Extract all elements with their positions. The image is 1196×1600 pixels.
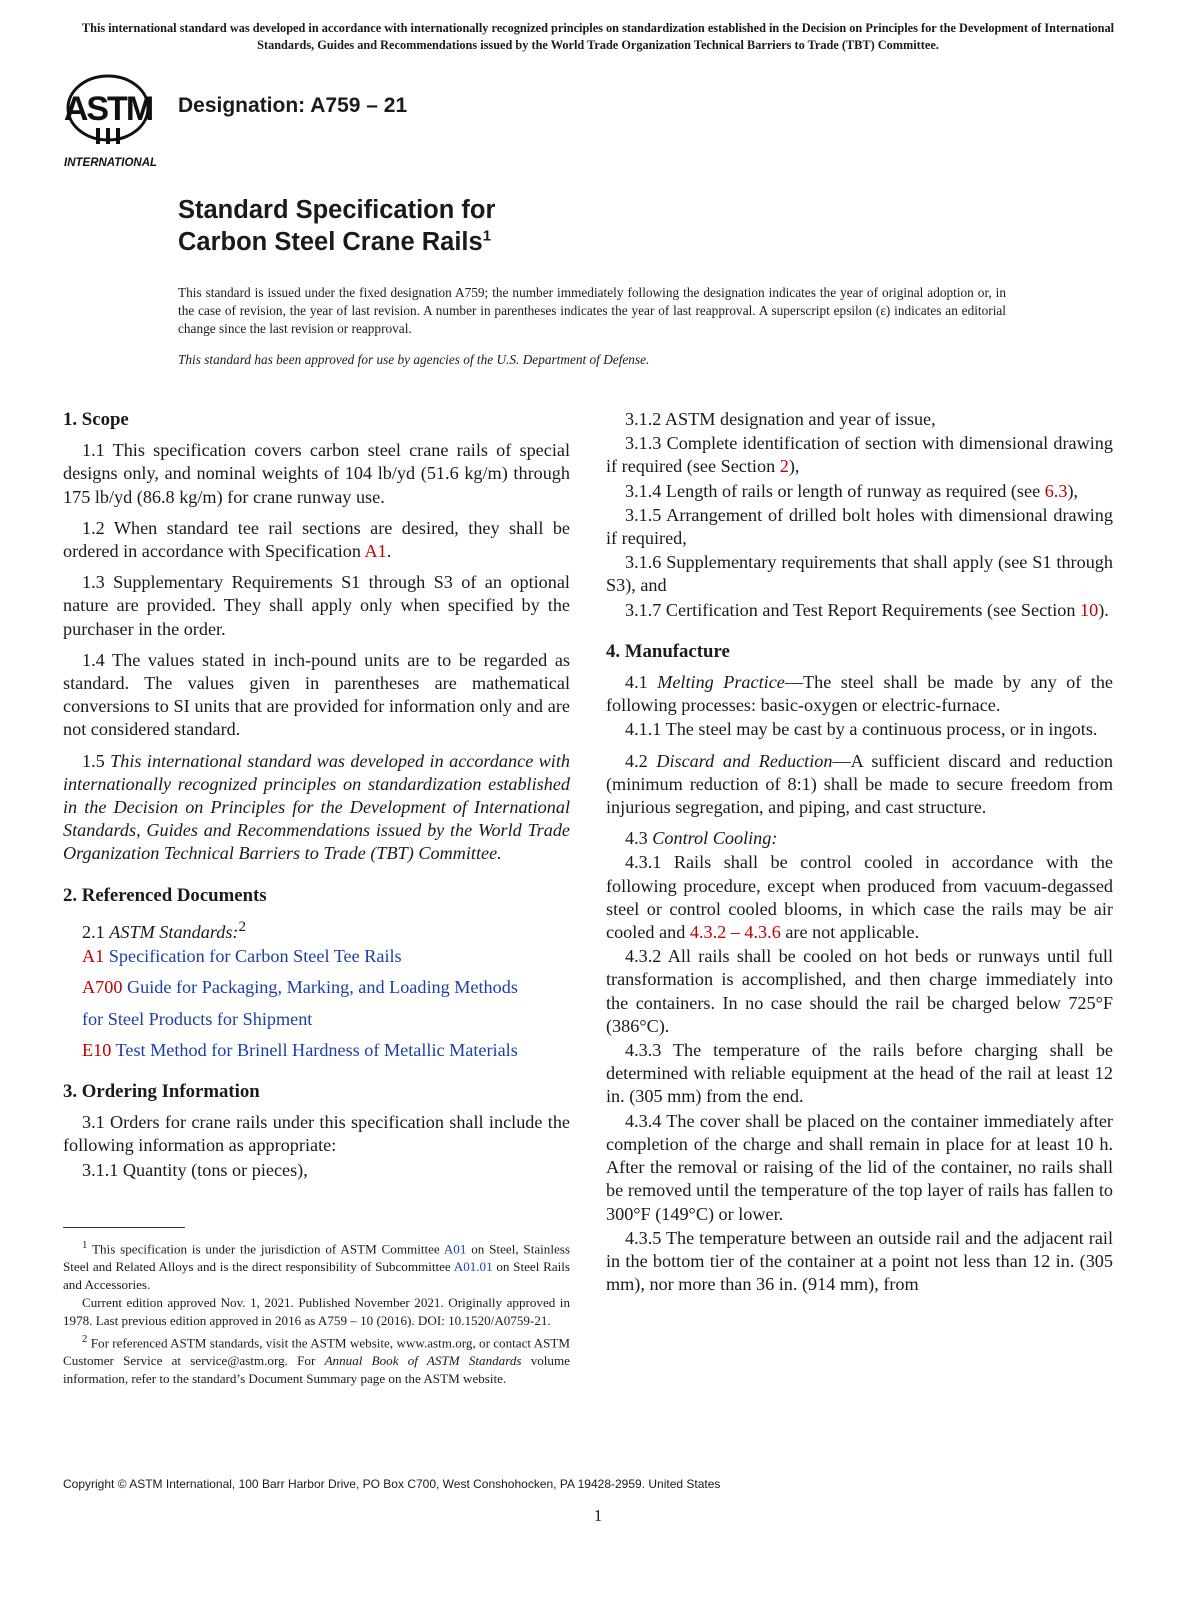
svg-text:INTERNATIONAL: INTERNATIONAL [64,157,158,169]
svg-text:ASTM: ASTM [63,90,153,128]
ref-link-section-10[interactable]: 10 [1080,599,1099,620]
para-4-3-2: 4.3.2 All rails shall be cooled on hot beds or runways until full transformation is accomplished, and then charge immediately into the containers. In no case should the rail be charged below 725°F (386°C). [606,946,1113,1036]
document-title [178,194,495,258]
para-3-1-7: 3.1.7 Certification and Test Report Requirements (see Section 10). [625,599,1109,620]
section-heading-manufacture: 4. Manufacture [606,640,730,662]
subcommittee-link-a0101[interactable]: A01.01 [453,1259,493,1275]
ref-link-section-2[interactable]: 2 [779,456,789,477]
title-line-2: Carbon Steel Crane Rails$^1$ [178,227,492,256]
para-1-5: 1.5 This international standard was developed in accordance with internationally recognized principles on standardization established in the Decision on Principles for the Development of International Standards, Guides and Recommendations issued by the World Trade Organization Technical Barriers to Trade (TBT) Committee. [63,750,571,864]
para-3-1-1: 3.1.1 Quantity (tons or pieces), [82,1159,308,1180]
section-heading-referenced-documents: 2. Referenced Documents [63,884,267,906]
footnote-rule [63,1227,185,1228]
para-3-1-2: 3.1.2 ASTM designation and year of issue, [625,409,936,429]
para-2-1: 2.1 ASTM Standards:$^2$ [82,917,247,942]
designation: Designation: A759 – 21 [178,94,408,117]
para-4-3: 4.3 Control Cooling: [625,828,778,849]
reference-entry-e10[interactable]: E10 Test Method for Brinell Hardness of Metallic Materials [82,1039,518,1060]
ref-link-a1[interactable]: A1 [364,541,387,562]
para-1-2: 1.2 When standard tee rail sections are desired, they shall be ordered in accordance with Specification A1. [63,517,570,562]
footnote-1-edition: Current edition approved Nov. 1, 2021. Published November 2021. Originally approved in 1978. Last previous edition approved in 2016 as A759 – 10 (2016). DOI: 10.1520/A0759-21. [63,1295,570,1329]
left-column [63,408,570,1388]
footnote-2: $^2$ For referenced ASTM standards, visit the ASTM website, www.astm.org, or contact ASTM Customer Service at service@astm.org. For Annual Book of ASTM Standards volume information, refer to the standard’s Document Summary page on the ASTM website. [63,1333,570,1387]
para-4-3-1: 4.3.1 Rails shall be control cooled in accordance with the following procedure, except when produced from vacuum-degassed steel or control cooled blooms, in which case the rails may be air cooled and 4.3.2 – 4.3.6 are not applicable. [606,852,1113,943]
ref-link-6-3[interactable]: 6.3 [1044,480,1068,501]
title-line-1: Standard Specification for [178,196,496,224]
para-4-3-3: 4.3.3 The temperature of the rails before charging shall be determined with reliable equipment at the head of the rail at least 12 in. (305 mm) from the end. [606,1040,1113,1107]
para-4-3-5: 4.3.5 The temperature between an outside rail and the adjacent rail in the bottom tier of the container at a point not less than 12 in. (305 mm), nor more than 36 in. (914 mm), from [606,1227,1113,1295]
ref-link-4-3-2-to-4-3-6[interactable]: 4.3.2 – 4.3.6 [689,922,781,943]
para-1-1: 1.1 This specification covers carbon steel crane rails of special designs only, and nominal weights of 104 lb/yd (51.6 kg/m) through 175 lb/yd (86.8 kg/m) for crane runway use. [63,440,570,507]
page-number: 1 [593,1506,603,1525]
para-3-1-4: 3.1.4 Length of rails or length of runway as required (see 6.3), [625,480,1079,501]
para-4-3-4: 4.3.4 The cover shall be placed on the container immediately after completion of the charge and shall remain in place for at least 10 h. After the removal or raising of the lid of the container, no rails shall be removed until the temperature of the top layer of rails has fallen to 300°F (149°C) or lower. [606,1110,1113,1224]
right-column [606,408,1113,1297]
section-heading-ordering-information: 3. Ordering Information [63,1080,260,1102]
para-4-1-1: 4.1.1 The steel may be cast by a continuous process, or in ingots. [625,719,1098,740]
para-3-1-3: 3.1.3 Complete identification of section with dimensional drawing if required (see Section 2), [606,433,1113,477]
committee-link-a01[interactable]: A01 [443,1241,467,1257]
astm-logo [60,70,170,170]
para-3-1-5: 3.1.5 Arrangement of drilled bolt holes with dimensional drawing if required, [606,504,1113,549]
reference-entry-a700-cont[interactable]: for Steel Products for Shipment [82,1008,313,1029]
section-heading-scope: 1. Scope [63,409,129,430]
para-1-4: 1.4 The values stated in inch-pound units are to be regarded as standard. The values given in parentheses are mathematical conversions to SI units that are provided for information only and are not considered standard. [63,649,570,740]
issuance-note: This standard is issued under the fixed designation A759; the number immediately following the designation indicates the year of original adoption or, in the case of revision, the year of last revision. A number in parentheses indicates the year of last reapproval. A superscript epsilon (ε) indicates an editorial change since the last revision or reapproval. [178,285,1006,336]
wto-notice: This international standard was developed in accordance with internationally recognized principles on standardization established in the Decision on Principles for the Development of International Standards, Guides and Recommendations issued by the World Trade Organization Technical Barriers to Trade (TBT) Committee. [81,21,1115,52]
dod-approval-note: This standard has been approved for use by agencies of the U.S. Department of Defense. [178,352,650,367]
para-3-1-6: 3.1.6 Supplementary requirements that shall apply (see S1 through S3), and [606,552,1113,596]
para-1-3: 1.3 Supplementary Requirements S1 through S3 of an optional nature are provided. They shall apply only when specified by the purchaser in the order. [63,572,570,639]
para-3-1: 3.1 Orders for crane rails under this specification shall include the following information as appropriate: [63,1112,570,1156]
reference-entry-a1[interactable]: A1 Specification for Carbon Steel Tee Rails [82,946,402,967]
para-4-2: 4.2 Discard and Reduction—A sufficient discard and reduction (minimum reduction of 8:1) shall be made to secure freedom from injurious segregation, and piping, and cast structure. [606,750,1114,818]
copyright-footer: Copyright © ASTM International, 100 Barr Harbor Drive, PO Box C700, West Conshohocken, PA 19428-2959. United States [63,1477,721,1491]
footnotes [63,1236,570,1389]
reference-entry-a700[interactable]: A700 Guide for Packaging, Marking, and Loading Methods [82,977,518,998]
para-4-1: 4.1 Melting Practice—The steel shall be made by any of the following processes: basic-oxygen or electric-furnace. [606,672,1114,716]
footnote-1: $^1$ This specification is under the jurisdiction of ASTM Committee A01 on Steel, Stainless Steel and Related Alloys and is the direct responsibility of Subcommittee A01.01 on Steel Rails and Accessories. [63,1238,571,1293]
